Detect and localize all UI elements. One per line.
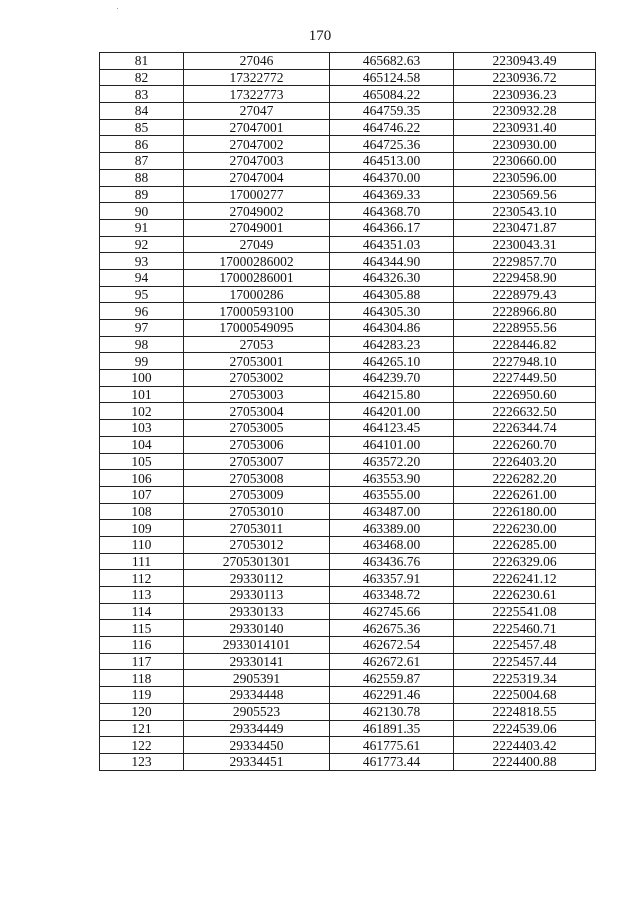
point-number-cell: 114 — [100, 603, 184, 620]
x-coordinate-cell: 464725.36 — [330, 136, 454, 153]
x-coordinate-cell: 463357.91 — [330, 570, 454, 587]
scan-speck — [117, 8, 118, 9]
point-number-cell: 106 — [100, 470, 184, 487]
x-coordinate-cell: 464746.22 — [330, 119, 454, 136]
table-row — [100, 253, 596, 270]
y-coordinate-cell: 2225460.71 — [454, 620, 596, 637]
point-id-cell: 27053003 — [184, 386, 330, 403]
x-coordinate-cell: 465084.22 — [330, 86, 454, 103]
point-number-cell: 84 — [100, 103, 184, 120]
x-coordinate-cell: 463487.00 — [330, 503, 454, 520]
y-coordinate-cell: 2225541.08 — [454, 603, 596, 620]
table-row — [100, 269, 596, 286]
table-row — [100, 453, 596, 470]
point-id-cell: 2905523 — [184, 703, 330, 720]
table-row — [100, 303, 596, 320]
x-coordinate-cell: 464304.86 — [330, 320, 454, 337]
table-row — [100, 436, 596, 453]
table-row — [100, 153, 596, 170]
point-id-cell: 17322773 — [184, 86, 330, 103]
y-coordinate-cell: 2225004.68 — [454, 687, 596, 704]
table-row — [100, 587, 596, 604]
point-number-cell: 112 — [100, 570, 184, 587]
x-coordinate-cell: 463436.76 — [330, 553, 454, 570]
table-row — [100, 236, 596, 253]
table-row — [100, 737, 596, 754]
point-number-cell: 120 — [100, 703, 184, 720]
y-coordinate-cell: 2225457.44 — [454, 653, 596, 670]
x-coordinate-cell: 462745.66 — [330, 603, 454, 620]
y-coordinate-cell: 2226230.00 — [454, 520, 596, 537]
table-row — [100, 620, 596, 637]
table-row — [100, 286, 596, 303]
point-number-cell: 87 — [100, 153, 184, 170]
point-id-cell: 27053011 — [184, 520, 330, 537]
point-id-cell: 27053 — [184, 336, 330, 353]
point-id-cell: 27053012 — [184, 536, 330, 553]
table-row — [100, 386, 596, 403]
y-coordinate-cell: 2230931.40 — [454, 119, 596, 136]
point-id-cell: 17000593100 — [184, 303, 330, 320]
x-coordinate-cell: 464283.23 — [330, 336, 454, 353]
point-number-cell: 102 — [100, 403, 184, 420]
point-number-cell: 108 — [100, 503, 184, 520]
point-number-cell: 110 — [100, 536, 184, 553]
point-number-cell: 89 — [100, 186, 184, 203]
x-coordinate-cell: 462130.78 — [330, 703, 454, 720]
y-coordinate-cell: 2226261.00 — [454, 486, 596, 503]
point-id-cell: 29330140 — [184, 620, 330, 637]
table-row — [100, 486, 596, 503]
point-number-cell: 105 — [100, 453, 184, 470]
y-coordinate-cell: 2230569.56 — [454, 186, 596, 203]
point-number-cell: 100 — [100, 370, 184, 387]
point-number-cell: 95 — [100, 286, 184, 303]
point-id-cell: 17000286 — [184, 286, 330, 303]
point-number-cell: 107 — [100, 486, 184, 503]
point-id-cell: 27053008 — [184, 470, 330, 487]
x-coordinate-cell: 464123.45 — [330, 420, 454, 437]
x-coordinate-cell: 464265.10 — [330, 353, 454, 370]
table-row — [100, 103, 596, 120]
point-number-cell: 81 — [100, 53, 184, 70]
y-coordinate-cell: 2228955.56 — [454, 320, 596, 337]
x-coordinate-cell: 465682.63 — [330, 53, 454, 70]
point-id-cell: 27049002 — [184, 203, 330, 220]
point-number-cell: 113 — [100, 587, 184, 604]
point-id-cell: 27053007 — [184, 453, 330, 470]
x-coordinate-cell: 463555.00 — [330, 486, 454, 503]
point-number-cell: 97 — [100, 320, 184, 337]
point-id-cell: 17322772 — [184, 69, 330, 86]
point-id-cell: 27047001 — [184, 119, 330, 136]
table-row — [100, 336, 596, 353]
point-number-cell: 123 — [100, 753, 184, 770]
x-coordinate-cell: 464305.88 — [330, 286, 454, 303]
y-coordinate-cell: 2230936.23 — [454, 86, 596, 103]
point-number-cell: 82 — [100, 69, 184, 86]
point-number-cell: 115 — [100, 620, 184, 637]
x-coordinate-cell: 463348.72 — [330, 587, 454, 604]
point-number-cell: 83 — [100, 86, 184, 103]
point-id-cell: 27049 — [184, 236, 330, 253]
coordinates-table — [99, 52, 596, 771]
y-coordinate-cell: 2226230.61 — [454, 587, 596, 604]
x-coordinate-cell: 462559.87 — [330, 670, 454, 687]
table-row — [100, 353, 596, 370]
y-coordinate-cell: 2230932.28 — [454, 103, 596, 120]
point-number-cell: 99 — [100, 353, 184, 370]
point-number-cell: 98 — [100, 336, 184, 353]
y-coordinate-cell: 2229857.70 — [454, 253, 596, 270]
table-row — [100, 86, 596, 103]
x-coordinate-cell: 463553.90 — [330, 470, 454, 487]
table-row — [100, 136, 596, 153]
y-coordinate-cell: 2230660.00 — [454, 153, 596, 170]
table-row — [100, 536, 596, 553]
table-row — [100, 403, 596, 420]
point-id-cell: 2905391 — [184, 670, 330, 687]
point-id-cell: 27053010 — [184, 503, 330, 520]
y-coordinate-cell: 2230043.31 — [454, 236, 596, 253]
point-number-cell: 94 — [100, 269, 184, 286]
y-coordinate-cell: 2228966.80 — [454, 303, 596, 320]
y-coordinate-cell: 2228979.43 — [454, 286, 596, 303]
table-row — [100, 753, 596, 770]
y-coordinate-cell: 2226632.50 — [454, 403, 596, 420]
table-row — [100, 320, 596, 337]
table-row — [100, 53, 596, 70]
point-id-cell: 29330113 — [184, 587, 330, 604]
point-number-cell: 116 — [100, 637, 184, 654]
point-number-cell: 93 — [100, 253, 184, 270]
x-coordinate-cell: 464239.70 — [330, 370, 454, 387]
x-coordinate-cell: 462675.36 — [330, 620, 454, 637]
y-coordinate-cell: 2226344.74 — [454, 420, 596, 437]
point-id-cell: 27047003 — [184, 153, 330, 170]
point-id-cell: 27053006 — [184, 436, 330, 453]
table-row — [100, 703, 596, 720]
point-id-cell: 17000286002 — [184, 253, 330, 270]
y-coordinate-cell: 2226403.20 — [454, 453, 596, 470]
point-id-cell: 27046 — [184, 53, 330, 70]
x-coordinate-cell: 461773.44 — [330, 753, 454, 770]
x-coordinate-cell: 464369.33 — [330, 186, 454, 203]
y-coordinate-cell: 2226282.20 — [454, 470, 596, 487]
point-id-cell: 29330112 — [184, 570, 330, 587]
y-coordinate-cell: 2230930.00 — [454, 136, 596, 153]
x-coordinate-cell: 464513.00 — [330, 153, 454, 170]
point-id-cell: 29334449 — [184, 720, 330, 737]
point-id-cell: 29330133 — [184, 603, 330, 620]
table-row — [100, 520, 596, 537]
point-id-cell: 17000277 — [184, 186, 330, 203]
point-id-cell: 27047004 — [184, 169, 330, 186]
x-coordinate-cell: 465124.58 — [330, 69, 454, 86]
table-row — [100, 670, 596, 687]
y-coordinate-cell: 2226950.60 — [454, 386, 596, 403]
point-number-cell: 111 — [100, 553, 184, 570]
table-row — [100, 687, 596, 704]
table-row — [100, 553, 596, 570]
y-coordinate-cell: 2230943.49 — [454, 53, 596, 70]
x-coordinate-cell: 464201.00 — [330, 403, 454, 420]
table-row — [100, 470, 596, 487]
point-id-cell: 27053005 — [184, 420, 330, 437]
point-number-cell: 103 — [100, 420, 184, 437]
point-number-cell: 85 — [100, 119, 184, 136]
x-coordinate-cell: 464305.30 — [330, 303, 454, 320]
point-number-cell: 92 — [100, 236, 184, 253]
table-row — [100, 653, 596, 670]
y-coordinate-cell: 2229458.90 — [454, 269, 596, 286]
x-coordinate-cell: 461891.35 — [330, 720, 454, 737]
point-number-cell: 96 — [100, 303, 184, 320]
table-row — [100, 503, 596, 520]
x-coordinate-cell: 464366.17 — [330, 219, 454, 236]
point-number-cell: 90 — [100, 203, 184, 220]
x-coordinate-cell: 464351.03 — [330, 236, 454, 253]
table-row — [100, 219, 596, 236]
y-coordinate-cell: 2228446.82 — [454, 336, 596, 353]
x-coordinate-cell: 464370.00 — [330, 169, 454, 186]
point-id-cell: 27047002 — [184, 136, 330, 153]
point-id-cell: 29334450 — [184, 737, 330, 754]
point-number-cell: 104 — [100, 436, 184, 453]
x-coordinate-cell: 463389.00 — [330, 520, 454, 537]
table-row — [100, 119, 596, 136]
table-row — [100, 570, 596, 587]
x-coordinate-cell: 462291.46 — [330, 687, 454, 704]
y-coordinate-cell: 2226260.70 — [454, 436, 596, 453]
table-row — [100, 203, 596, 220]
table-row — [100, 370, 596, 387]
y-coordinate-cell: 2224818.55 — [454, 703, 596, 720]
y-coordinate-cell: 2230596.00 — [454, 169, 596, 186]
point-id-cell: 29330141 — [184, 653, 330, 670]
y-coordinate-cell: 2230936.72 — [454, 69, 596, 86]
point-id-cell: 27049001 — [184, 219, 330, 236]
x-coordinate-cell: 464326.30 — [330, 269, 454, 286]
x-coordinate-cell: 463468.00 — [330, 536, 454, 553]
point-number-cell: 101 — [100, 386, 184, 403]
y-coordinate-cell: 2226285.00 — [454, 536, 596, 553]
point-number-cell: 109 — [100, 520, 184, 537]
y-coordinate-cell: 2226329.06 — [454, 553, 596, 570]
point-number-cell: 118 — [100, 670, 184, 687]
x-coordinate-cell: 464368.70 — [330, 203, 454, 220]
page-number: 170 — [308, 28, 332, 44]
point-id-cell: 27053001 — [184, 353, 330, 370]
point-id-cell: 27053009 — [184, 486, 330, 503]
point-number-cell: 117 — [100, 653, 184, 670]
table-row — [100, 637, 596, 654]
table-row — [100, 169, 596, 186]
table-row — [100, 69, 596, 86]
x-coordinate-cell: 463572.20 — [330, 453, 454, 470]
y-coordinate-cell: 2225319.34 — [454, 670, 596, 687]
point-number-cell: 119 — [100, 687, 184, 704]
point-id-cell: 17000286001 — [184, 269, 330, 286]
y-coordinate-cell: 2224400.88 — [454, 753, 596, 770]
x-coordinate-cell: 461775.61 — [330, 737, 454, 754]
y-coordinate-cell: 2230543.10 — [454, 203, 596, 220]
point-number-cell: 88 — [100, 169, 184, 186]
y-coordinate-cell: 2227449.50 — [454, 370, 596, 387]
x-coordinate-cell: 462672.54 — [330, 637, 454, 654]
y-coordinate-cell: 2224539.06 — [454, 720, 596, 737]
point-id-cell: 29334451 — [184, 753, 330, 770]
y-coordinate-cell: 2226241.12 — [454, 570, 596, 587]
table-row — [100, 186, 596, 203]
table-row — [100, 720, 596, 737]
point-number-cell: 86 — [100, 136, 184, 153]
table-row — [100, 420, 596, 437]
y-coordinate-cell: 2224403.42 — [454, 737, 596, 754]
x-coordinate-cell: 464215.80 — [330, 386, 454, 403]
y-coordinate-cell: 2225457.48 — [454, 637, 596, 654]
point-number-cell: 121 — [100, 720, 184, 737]
point-id-cell: 2705301301 — [184, 553, 330, 570]
point-id-cell: 27053004 — [184, 403, 330, 420]
point-id-cell: 27047 — [184, 103, 330, 120]
table-row — [100, 603, 596, 620]
point-id-cell: 27053002 — [184, 370, 330, 387]
point-number-cell: 122 — [100, 737, 184, 754]
point-id-cell: 17000549095 — [184, 320, 330, 337]
y-coordinate-cell: 2230471.87 — [454, 219, 596, 236]
x-coordinate-cell: 464759.35 — [330, 103, 454, 120]
x-coordinate-cell: 464344.90 — [330, 253, 454, 270]
x-coordinate-cell: 464101.00 — [330, 436, 454, 453]
y-coordinate-cell: 2226180.00 — [454, 503, 596, 520]
x-coordinate-cell: 462672.61 — [330, 653, 454, 670]
point-id-cell: 2933014101 — [184, 637, 330, 654]
point-number-cell: 91 — [100, 219, 184, 236]
point-id-cell: 29334448 — [184, 687, 330, 704]
coordinates-table-body — [100, 53, 596, 771]
y-coordinate-cell: 2227948.10 — [454, 353, 596, 370]
